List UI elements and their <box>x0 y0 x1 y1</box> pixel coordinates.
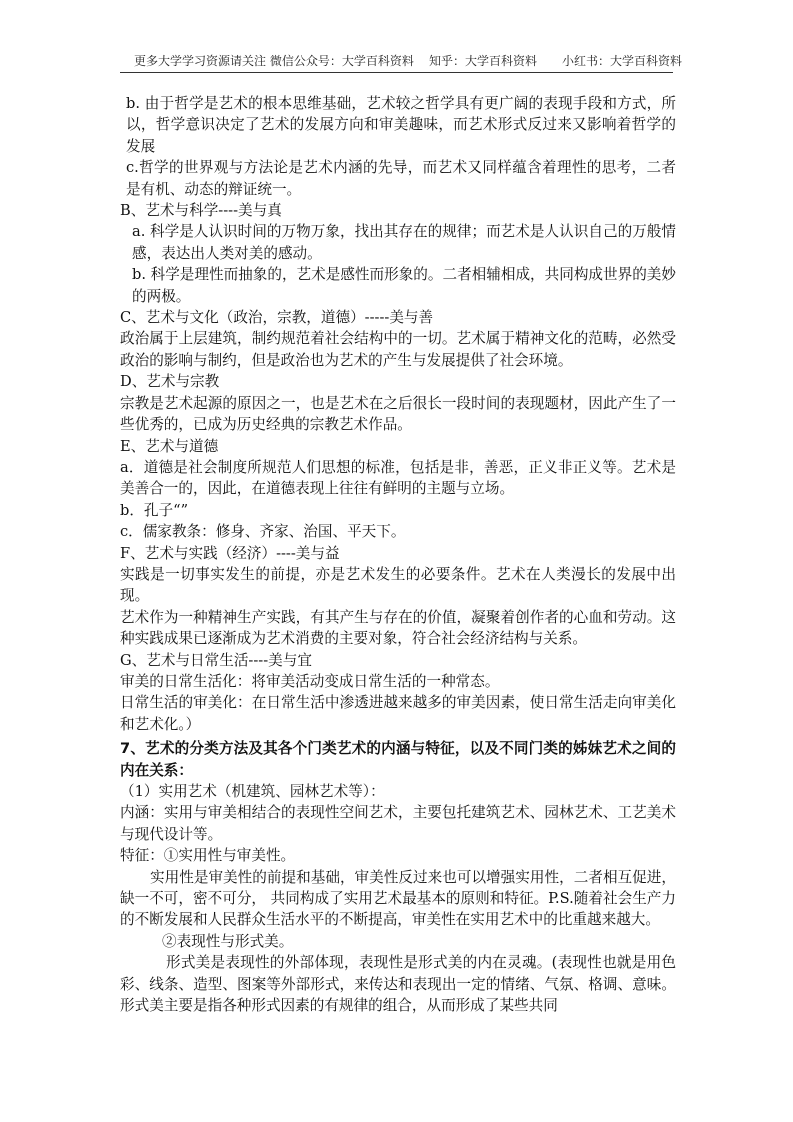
section-heading: C、艺术与文化（政治，宗教，道德）-----美与善 <box>120 309 434 327</box>
paragraph: a．道德是社会制度所规范人们思想的标准，包括是非，善恶，正义非正义等。艺术是美善合一的，因此，在道德表现上往往有鲜明的主题与立场。 <box>120 458 676 498</box>
paragraph: 日常生活的审美化：在日常生活中渗透进越来越多的审美因素，使日常生活走向审美化和艺术化。） <box>120 694 676 733</box>
paragraph: 实践是一切事实发生的前提，亦是艺术发生的必要条件。艺术在人类漫长的发展中出现。 <box>120 565 676 605</box>
paragraph: ②表现性与形式美。 <box>162 932 294 950</box>
paragraph: c.哲学的世界观与方法论是艺术内涵的先导，而艺术又同样蕴含着理性的思考，二者是有机、动态的辩证统一。 <box>126 159 676 198</box>
header-left-text: 更多大学学习资源请关注 微信公众号：大学百科资料 <box>134 54 414 68</box>
header-zhihu-text: 知乎：大学百科资料 <box>429 54 538 68</box>
header-xiaohongshu-text: 小红书：大学百科资料 <box>562 54 683 68</box>
paragraph: b. 由于哲学是艺术的根本思维基础，艺术较之哲学具有更广阔的表现手段和方式，所以，哲学意识决定了艺术的发展方向和审美趣味，而艺术形式反过来又影响着哲学的发展 <box>126 95 676 155</box>
section-heading: D、艺术与宗教 <box>120 373 220 391</box>
paragraph: a. 科学是人认识时间的万物万象，找出其存在的规律；而艺术是人认识自己的万般情感，表达出人类对美的感动。 <box>132 223 676 262</box>
document-body <box>120 93 676 1016</box>
paragraph: 内涵：实用与审美相结合的表现性空间艺术，主要包托建筑艺术、园林艺术、工艺美术与现代设计等。 <box>120 804 676 843</box>
paragraph: 政治属于上层建筑，制约规范着社会结构中的一切。艺术属于精神文化的范畴，必然受政治的影响与制约，但是政治也为艺术的产生与发展提供了社会环境。 <box>120 330 676 369</box>
section-heading: G、艺术与日常生活----美与宜 <box>120 651 312 669</box>
section-heading: E、艺术与道德 <box>120 437 219 455</box>
paragraph: 宗教是艺术起源的原因之一，也是艺术在之后很长一段时间的表现题材，因此产生了一些优秀的，已成为历史经典的宗教艺术作品。 <box>120 394 676 434</box>
paragraph: 特征：①实用性与审美性。 <box>120 847 296 865</box>
paragraph: 艺术作为一种精神生产实践，有其产生与存在的价值，凝聚着创作者的心血和劳动。这种实践成果已逐渐成为艺术消费的主要对象，符合社会经济结构与关系。 <box>120 608 676 648</box>
paragraph: 实用性是审美性的前提和基础，审美性反过来也可以增强实用性，二者相互促进，缺一不可，密不可分， 共同构成了实用艺术最基本的原则和特征。P.S.随着社会生产力的不断发展和人民群众生活水平的不断提高，审美性在实用艺术中的比重越来越大。 <box>120 868 676 929</box>
page-header <box>120 50 683 73</box>
section-heading: B、艺术与科学----美与真 <box>120 202 282 220</box>
section-heading: F、艺术与实践（经济）----美与益 <box>120 544 340 562</box>
paragraph: c．儒家教条：修身、齐家、治国、平天下。 <box>120 523 406 541</box>
paragraph: b. 科学是理性而抽象的，艺术是感性而形象的。二者相辅相成，共同构成世界的美妙的两极。 <box>132 266 676 305</box>
paragraph: b．孔子“” <box>120 501 189 519</box>
paragraph: 审美的日常生活化：将审美活动变成日常生活的一种常态。 <box>120 672 500 690</box>
paragraph: 形式美是表现性的外部体现，表现性是形式美的内在灵魂。(表现性也就是用色彩、线条、造型、图案等外部形式，来传达和表现出一定的情绪、气氛、格调、意味。形式美主要是指各种形式因素的有规律的组合，从而形成了某些共同 <box>120 954 676 1015</box>
question-heading: 7、艺术的分类方法及其各个门类艺术的内涵与特征，以及不同门类的姊妹艺术之间的内在关系： <box>120 740 676 779</box>
subsection-heading: （1）实用艺术（机建筑、园林艺术等）： <box>120 783 385 800</box>
